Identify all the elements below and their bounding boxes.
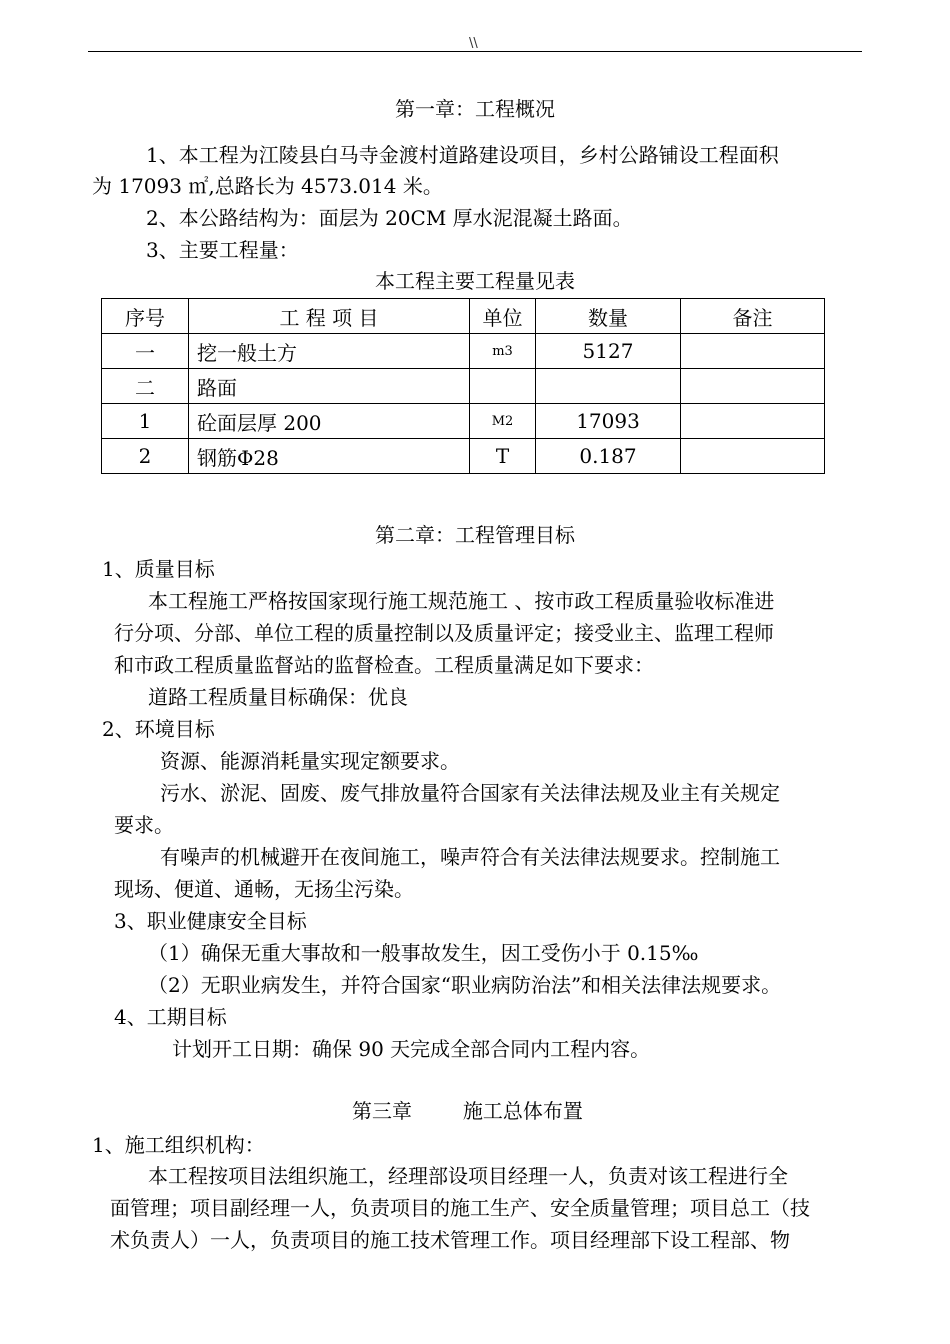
table-cell	[536, 369, 681, 404]
table-cell: 1	[102, 404, 189, 439]
table-cell: 5127	[536, 334, 681, 369]
table-row	[102, 439, 825, 474]
environment-paragraph-3-line-1: 有噪声的机械避开在夜间施工，噪声符合有关法律法规要求。控制施工	[160, 845, 780, 869]
table-cell: 砼面层厚 200	[189, 404, 470, 439]
quality-paragraph-line-1: 本工程施工严格按国家现行施工规范施工 、按市政工程质量验收标准进	[148, 589, 775, 613]
table-cell: 2	[102, 439, 189, 474]
safety-item-2: （2）无职业病发生，并符合国家“职业病防治法”和相关法律法规要求。	[148, 973, 782, 997]
organization-paragraph-line-2: 面管理；项目副经理一人，负责项目的施工生产、安全质量管理；项目总工（技	[110, 1196, 810, 1220]
section-schedule-title: 4、工期目标	[114, 1005, 227, 1029]
environment-paragraph-2-line-1: 污水、淤泥、固废、废气排放量符合国家有关法律法规及业主有关规定	[160, 781, 780, 805]
table-header-row	[102, 299, 825, 334]
table-row	[102, 404, 825, 439]
quality-paragraph-line-2: 行分项、分部、单位工程的质量控制以及质量评定；接受业主、监理工程师	[114, 621, 774, 645]
chapter1-paragraph-1-line-2: 为 17093 ㎡,总路长为 4573.014 米。	[92, 174, 443, 198]
chapter1-paragraph-3: 3、主要工程量：	[146, 238, 299, 262]
schedule-paragraph: 计划开工日期：确保 90 天完成全部合同内工程内容。	[172, 1037, 651, 1061]
table-cell	[681, 439, 825, 474]
table-cell: m3	[470, 334, 536, 369]
safety-item-1: （1）确保无重大事故和一般事故发生，因工受伤小于 0.15‰	[148, 941, 699, 965]
table-cell: T	[470, 439, 536, 474]
chapter2-title: 第二章：工程管理目标	[375, 523, 575, 547]
section-environment-title: 2、环境目标	[102, 717, 215, 741]
organization-paragraph-line-3: 术负责人）一人，负责项目的施工技术管理工作。项目经理部下设工程部、物	[110, 1228, 790, 1252]
table-title: 本工程主要工程量见表	[375, 269, 575, 293]
table-cell	[681, 334, 825, 369]
table-header-cell: 序号	[102, 299, 189, 334]
table-cell	[470, 369, 536, 404]
table-cell	[681, 369, 825, 404]
environment-paragraph-2-line-2: 要求。	[114, 813, 174, 837]
table-header-cell: 单位	[470, 299, 536, 334]
table-cell	[681, 404, 825, 439]
table-cell: M2	[470, 404, 536, 439]
table-cell: 路面	[189, 369, 470, 404]
table-header-cell: 备注	[681, 299, 825, 334]
table-row	[102, 369, 825, 404]
environment-paragraph-1: 资源、能源消耗量实现定额要求。	[160, 749, 460, 773]
section-organization-title: 1、施工组织机构：	[92, 1133, 265, 1157]
table-header-cell: 数量	[536, 299, 681, 334]
header-mark: \\	[469, 36, 478, 51]
table-cell: 二	[102, 369, 189, 404]
header-rule	[88, 51, 862, 52]
table-cell: 0.187	[536, 439, 681, 474]
section-quality-title: 1、质量目标	[102, 557, 215, 581]
table-cell: 钢筋Φ28	[189, 439, 470, 474]
environment-paragraph-3-line-2: 现场、便道、通畅，无扬尘污染。	[114, 877, 414, 901]
quality-goal-line: 道路工程质量目标确保：优良	[148, 685, 408, 709]
chapter3-title: 第三章 施工总体布置	[352, 1099, 583, 1123]
table-cell: 一	[102, 334, 189, 369]
table-row	[102, 334, 825, 369]
chapter1-paragraph-1-line-1: 1、本工程为江陵县白马寺金渡村道路建设项目，乡村公路铺设工程面积	[146, 143, 779, 167]
quantity-table	[101, 298, 825, 474]
chapter1-title: 第一章：工程概况	[395, 97, 555, 121]
quality-paragraph-line-3: 和市政工程质量监督站的监督检查。工程质量满足如下要求：	[114, 653, 654, 677]
chapter1-paragraph-2: 2、本公路结构为：面层为 20CM 厚水泥混凝土路面。	[146, 206, 633, 230]
table-cell: 17093	[536, 404, 681, 439]
table-cell: 挖一般土方	[189, 334, 470, 369]
organization-paragraph-line-1: 本工程按项目法组织施工，经理部设项目经理一人，负责对该工程进行全	[148, 1164, 788, 1188]
section-safety-title: 3、职业健康安全目标	[114, 909, 307, 933]
table-header-cell: 工 程 项 目	[189, 299, 470, 334]
